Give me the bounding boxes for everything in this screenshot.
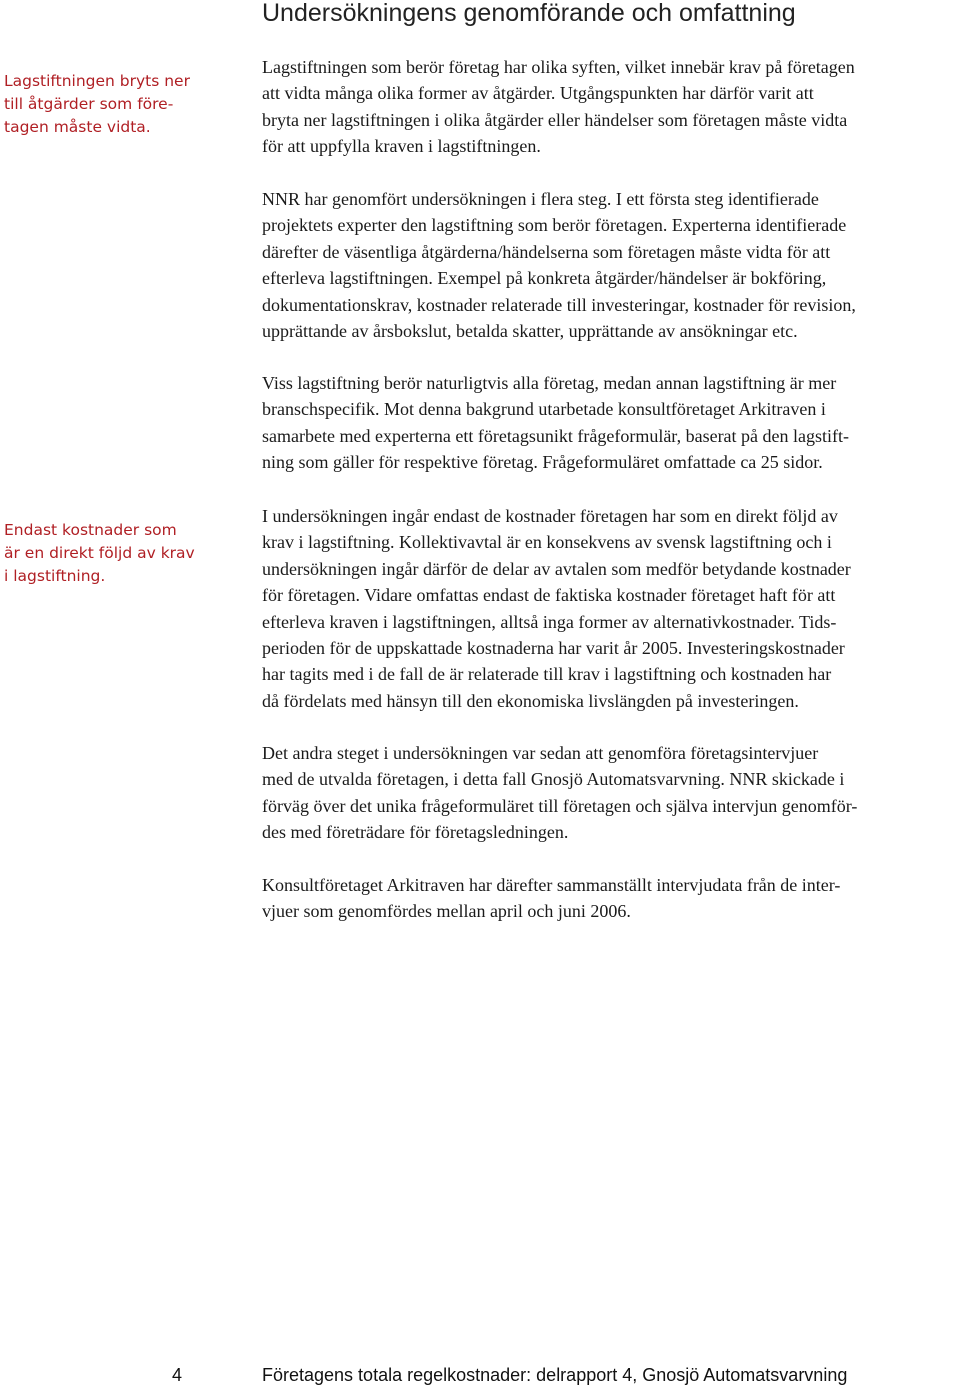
paragraph-1	[262, 54, 960, 160]
text-line: undersökningen ingår därför de delar av avtalen som medför betydande kostnader	[262, 558, 851, 579]
margin-note-line: i lagstiftning.	[4, 567, 106, 585]
text-line: upprättande av årsbokslut, betalda skatter, upprättande av ansökningar etc.	[262, 321, 798, 342]
text-line: att vidta många olika former av åtgärder. Utgångspunkten har därför varit att	[262, 83, 814, 104]
margin-note-line: Endast kostnader som	[4, 521, 177, 539]
text-line: Det andra steget i undersökningen var sedan att genomföra företagsintervjuer	[262, 743, 819, 763]
text-line: då fördelats med hänsyn till den ekonomiska livslängden på investeringen.	[262, 690, 799, 711]
margin-note-line: tagen måste vidta.	[4, 118, 151, 136]
text-line: Viss lagstiftning berör naturligtvis alla företag, medan annan lagstiftning är mer	[262, 373, 837, 393]
text-line: krav i lagstiftning. Kollektivavtal är en konsekvens av svensk lagstiftning och i	[262, 532, 832, 553]
margin-note-line: till åtgärder som före-	[4, 95, 174, 113]
text-line: Konsultföretaget Arkitraven har därefter sammanställt intervjudata från de inter-	[262, 875, 841, 895]
text-line: NNR har genomfört undersökningen i flera steg. I ett första steg identifierade	[262, 189, 819, 209]
text-line: ning som gäller för respektive företag. Frågeformuläret omfattade ca 25 sidor.	[262, 452, 823, 473]
text-line: har tagits med i de fall de är relaterade till krav i lagstiftning och kostnaden har	[262, 664, 832, 685]
text-line: branschspecifik. Mot denna bakgrund utarbetade konsultföretaget Arkitraven i	[262, 399, 826, 420]
margin-note-breakdown	[4, 70, 219, 139]
text-line: för att uppfylla kraven i lagstiftningen.	[262, 136, 541, 157]
footer-report-title: Företagens totala regelkostnader: delrapport 4, Gnosjö Automatsvarvning	[262, 1365, 848, 1385]
text-line: därefter de väsentliga åtgärderna/händelserna som företagen måste vidta för att	[262, 241, 831, 262]
text-line: samarbete med experterna ett företagsunikt frågeformulär, baserat på den lagstift-	[262, 425, 850, 446]
section-heading: Undersökningens genomförande och omfattning	[262, 0, 796, 27]
text-line: des med företrädare för företagsledningen.	[262, 822, 569, 843]
text-line: perioden för de uppskattade kostnaderna har varit år 2005. Investeringskostnader	[262, 638, 845, 659]
paragraph-6	[262, 872, 960, 925]
text-line: för företagen. Vidare omfattas endast de faktiska kostnader företaget haft för att	[262, 585, 836, 606]
page-number: 4	[172, 1365, 183, 1385]
text-line: efterleva lagstiftningen. Exempel på konkreta åtgärder/händelser är bokföring,	[262, 268, 827, 289]
text-line: Lagstiftningen som berör företag har olika syften, vilket innebär krav på företagen	[262, 57, 855, 77]
margin-note-line: Lagstiftningen bryts ner	[4, 72, 190, 90]
text-line: I undersökningen ingår endast de kostnader företagen har som en direkt följd av	[262, 506, 838, 526]
text-line: dokumentationskrav, kostnader relaterade till investeringar, kostnader för revision,	[262, 294, 856, 315]
margin-note-line: är en direkt följd av krav	[4, 544, 195, 562]
paragraph-4	[262, 503, 960, 714]
text-line: med de utvalda företagen, i detta fall Gnosjö Automatsvarvning. NNR skickade i	[262, 769, 845, 790]
text-line: efterleva kraven i lagstiftningen, alltså inga former av alternativkostnader. Tids-	[262, 611, 837, 632]
paragraph-5	[262, 740, 960, 846]
text-line: vjuer som genomfördes mellan april och juni 2006.	[262, 901, 631, 922]
paragraph-2	[262, 186, 960, 344]
text-line: projektets experter den lagstiftning som berör företagen. Experterna identifierade	[262, 215, 847, 236]
text-line: förväg över det unika frågeformuläret till företagen och själva intervjun genomför-	[262, 795, 858, 816]
text-line: bryta ner lagstiftningen i olika åtgärder eller händelser som företagen måste vidta	[262, 109, 848, 130]
margin-note-direct-costs	[4, 519, 219, 588]
paragraph-3	[262, 370, 960, 476]
